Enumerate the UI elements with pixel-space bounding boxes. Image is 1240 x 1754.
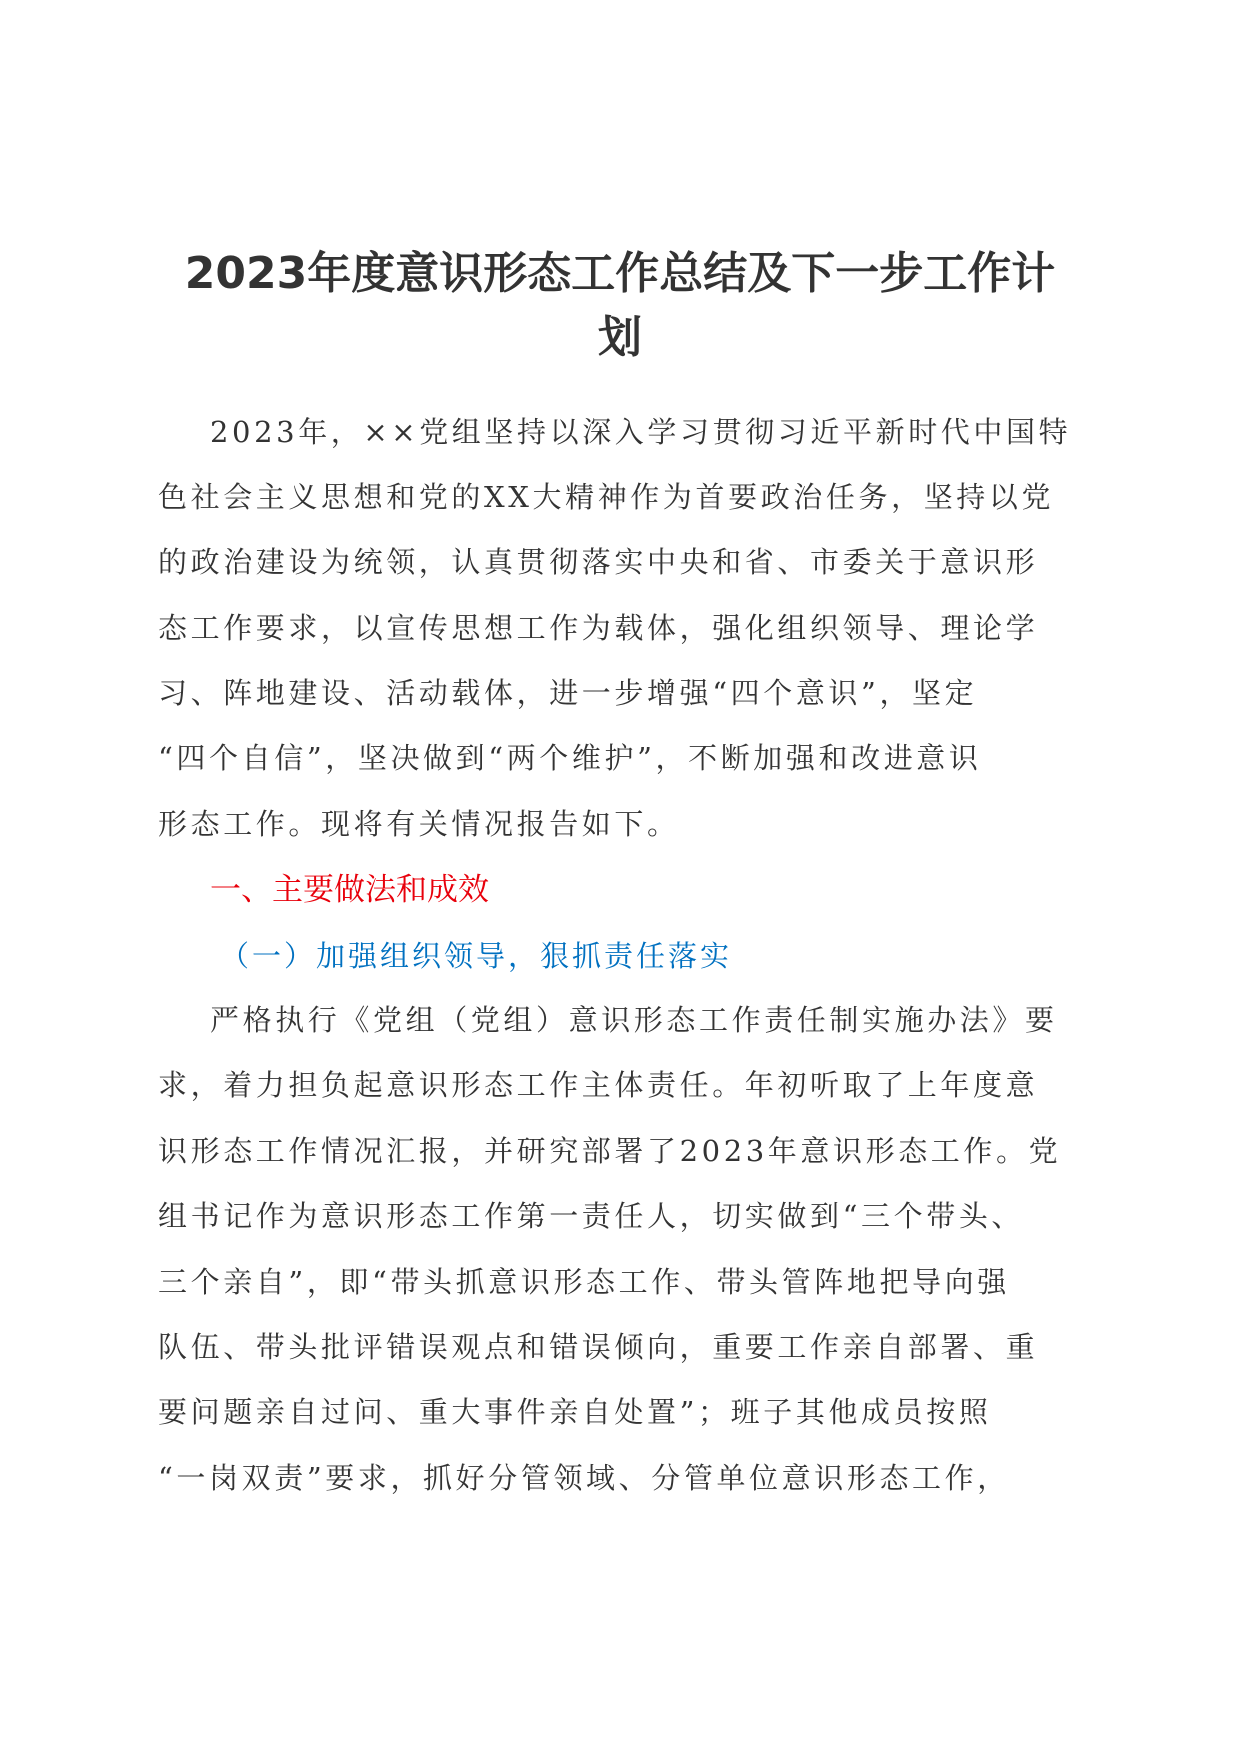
body-paragraph-line: 三个亲自”，即“带头抓意识形态工作、带头管阵地把导向强: [158, 1265, 1010, 1299]
document-title-line-2: 划: [598, 312, 642, 363]
intro-paragraph-line: 2023年，××党组坚持以深入学习贯彻习近平新时代中国特: [210, 415, 1072, 449]
body-paragraph-line: 求，着力担负起意识形态工作主体责任。年初听取了上年度意: [158, 1068, 1039, 1102]
body-paragraph-line: 识形态工作情况汇报，并研究部署了2023年意识形态工作。党: [158, 1134, 1062, 1168]
subsection-heading: （一）加强组织领导，狠抓责任落实: [220, 939, 733, 973]
intro-paragraph-line: 色社会主义思想和党的XX大精神作为首要政治任务，坚持以党: [158, 480, 1055, 514]
intro-paragraph-line: 形态工作。现将有关情况报告如下。: [158, 807, 680, 841]
body-paragraph-line: 组书记作为意识形态工作第一责任人，切实做到“三个带头、: [158, 1199, 1025, 1233]
document-title-line-1: 2023年度意识形态工作总结及下一步工作计: [184, 248, 1056, 299]
body-paragraph-line: 要问题亲自过问、重大事件亲自处置”；班子其他成员按照: [158, 1395, 992, 1429]
section-heading: 一、主要做法和成效: [210, 872, 489, 908]
intro-paragraph-line: 的政治建设为统领，认真贯彻落实中央和省、市委关于意识形: [158, 545, 1039, 579]
intro-paragraph-line: 习、阵地建设、活动载体，进一步增强“四个意识”，坚定: [158, 676, 978, 710]
body-paragraph-line: 队伍、带头批评错误观点和错误倾向，重要工作亲自部署、重: [158, 1330, 1039, 1364]
body-paragraph-line: 严格执行《党组（党组）意识形态工作责任制实施办法》要: [210, 1003, 1058, 1037]
intro-paragraph-line: 态工作要求，以宣传思想工作为载体，强化组织领导、理论学: [158, 611, 1039, 645]
body-paragraph-line: “一岗双责”要求，抓好分管领域、分管单位意识形态工作，: [158, 1461, 1010, 1495]
intro-paragraph-line: “四个自信”，坚决做到“两个维护”，不断加强和改进意识: [158, 741, 982, 775]
